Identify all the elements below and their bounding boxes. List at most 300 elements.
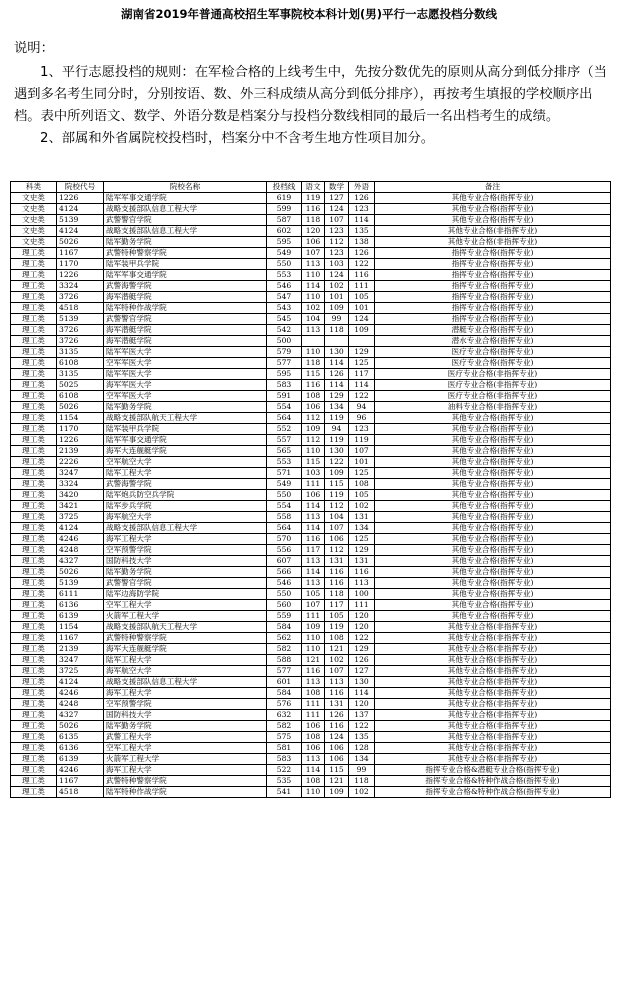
english-score-cell: 96 [349,413,375,424]
math-score-cell: 94 [325,424,349,435]
chinese-score-cell: 106 [302,743,325,754]
cutoff-score-cell: 558 [267,512,302,523]
chinese-score-cell: 108 [302,732,325,743]
table-row [11,721,611,732]
table-row [11,644,611,655]
table-row [11,732,611,743]
remarks-cell: 其他专业合格(指挥专业) [375,468,611,479]
remarks-cell: 其他专业合格(非指挥专业) [375,721,611,732]
remarks-cell: 其他专业合格(指挥专业) [375,435,611,446]
cutoff-score-cell: 581 [267,743,302,754]
school-code-cell: 6139 [57,611,104,622]
math-score-cell: 115 [325,479,349,490]
school-code-cell: 3247 [57,468,104,479]
english-score-cell: 102 [349,501,375,512]
table-row [11,589,611,600]
school-code-cell: 4246 [57,688,104,699]
remarks-cell: 其他专业合格(非指挥专业) [375,688,611,699]
school-code-cell: 2139 [57,446,104,457]
math-score-cell: 109 [325,787,349,798]
table-row [11,292,611,303]
school-name-cell: 空军军医大学 [104,391,267,402]
category-cell: 理工类 [11,666,57,677]
cutoff-score-cell: 549 [267,248,302,259]
math-score-cell: 126 [325,710,349,721]
school-code-cell: 3324 [57,281,104,292]
math-score-cell: 123 [325,226,349,237]
remarks-cell: 其他专业合格(指挥专业) [375,204,611,215]
english-score-cell: 129 [349,545,375,556]
math-score-cell: 124 [325,204,349,215]
table-header-row [11,182,611,193]
chinese-score-cell: 110 [302,446,325,457]
english-score-cell: 125 [349,534,375,545]
math-score-cell: 108 [325,633,349,644]
header-school-name: 院校名称 [104,182,267,193]
school-name-cell: 空军航空大学 [104,457,267,468]
table-row [11,754,611,765]
cutoff-score-cell: 546 [267,578,302,589]
remarks-cell: 指挥专业合格(指挥专业) [375,281,611,292]
table-row [11,765,611,776]
table-row [11,666,611,677]
category-cell: 理工类 [11,644,57,655]
chinese-score-cell: 106 [302,237,325,248]
remarks-cell: 其他专业合格(非指挥专业) [375,622,611,633]
remarks-cell: 其他专业合格(指挥专业) [375,512,611,523]
remarks-cell: 其他专业合格(非指挥专业) [375,226,611,237]
school-name-cell: 武警警官学院 [104,215,267,226]
english-score-cell: 122 [349,391,375,402]
math-score-cell: 117 [325,600,349,611]
chinese-score-cell: 118 [302,358,325,369]
school-name-cell: 陆军步兵学院 [104,501,267,512]
english-score-cell: 123 [349,424,375,435]
category-cell: 理工类 [11,303,57,314]
category-cell: 文史类 [11,226,57,237]
math-score-cell: 119 [325,413,349,424]
remarks-cell: 其他专业合格(指挥专业) [375,578,611,589]
cutoff-score-cell: 565 [267,446,302,457]
chinese-score-cell: 111 [302,479,325,490]
category-cell: 理工类 [11,611,57,622]
math-score-cell: 112 [325,237,349,248]
category-cell: 理工类 [11,545,57,556]
school-code-cell: 3726 [57,336,104,347]
category-cell: 理工类 [11,424,57,435]
category-cell: 理工类 [11,457,57,468]
english-score-cell: 120 [349,611,375,622]
english-score-cell: 131 [349,512,375,523]
table-row [11,600,611,611]
remarks-cell: 医疗专业合格(指挥专业) [375,347,611,358]
category-cell: 理工类 [11,787,57,798]
notes-section [14,38,610,150]
chinese-score-cell: 115 [302,369,325,380]
chinese-score-cell: 111 [302,699,325,710]
school-code-cell: 3135 [57,347,104,358]
cutoff-score-cell: 546 [267,281,302,292]
notes-heading: 说明： [14,41,54,56]
table-row [11,699,611,710]
cutoff-score-cell: 588 [267,655,302,666]
english-score-cell: 128 [349,743,375,754]
school-code-cell: 1154 [57,413,104,424]
table-row [11,545,611,556]
chinese-score-cell: 108 [302,776,325,787]
math-score-cell: 119 [325,435,349,446]
school-code-cell: 1167 [57,776,104,787]
cutoff-score-cell: 553 [267,270,302,281]
header-english: 外语 [349,182,375,193]
category-cell: 理工类 [11,336,57,347]
school-code-cell: 6139 [57,754,104,765]
chinese-score-cell: 105 [302,589,325,600]
english-score-cell: 117 [349,369,375,380]
cutoff-score-cell: 584 [267,688,302,699]
school-name-cell: 空军工程大学 [104,600,267,611]
school-name-cell: 空军预警学院 [104,699,267,710]
score-table [10,181,611,798]
category-cell: 理工类 [11,446,57,457]
chinese-score-cell: 114 [302,523,325,534]
table-row [11,633,611,644]
school-code-cell: 6108 [57,391,104,402]
english-score-cell: 122 [349,633,375,644]
category-cell: 理工类 [11,710,57,721]
school-name-cell: 战略支援部队信息工程大学 [104,677,267,688]
remarks-cell: 其他专业合格(指挥专业) [375,457,611,468]
cutoff-score-cell: 545 [267,314,302,325]
table-row [11,578,611,589]
remarks-cell: 其他专业合格(指挥专业) [375,556,611,567]
school-code-cell: 4124 [57,204,104,215]
remarks-cell: 其他专业合格(非指挥专业) [375,633,611,644]
school-name-cell: 陆军装甲兵学院 [104,424,267,435]
math-score-cell: 131 [325,556,349,567]
english-score-cell: 126 [349,193,375,204]
math-score-cell: 124 [325,732,349,743]
english-score-cell: 109 [349,325,375,336]
cutoff-score-cell: 632 [267,710,302,721]
school-name-cell: 海军潜艇学院 [104,292,267,303]
category-cell: 理工类 [11,655,57,666]
school-code-cell: 3420 [57,490,104,501]
school-name-cell: 陆军军医大学 [104,347,267,358]
category-cell: 理工类 [11,391,57,402]
cutoff-score-cell: 582 [267,644,302,655]
english-score-cell: 125 [349,358,375,369]
english-score-cell: 134 [349,754,375,765]
cutoff-score-cell: 562 [267,633,302,644]
remarks-cell: 其他专业合格(非指挥专业) [375,237,611,248]
category-cell: 理工类 [11,578,57,589]
cutoff-score-cell: 547 [267,292,302,303]
table-row [11,215,611,226]
school-code-cell: 1167 [57,633,104,644]
english-score-cell: 114 [349,380,375,391]
math-score-cell: 112 [325,545,349,556]
cutoff-score-cell: 500 [267,336,302,347]
school-name-cell: 陆军特种作战学院 [104,787,267,798]
remarks-cell: 指挥专业合格(指挥专业) [375,270,611,281]
cutoff-score-cell: 619 [267,193,302,204]
cutoff-score-cell: 577 [267,666,302,677]
school-name-cell: 海军潜艇学院 [104,336,267,347]
english-score-cell: 125 [349,468,375,479]
english-score-cell: 135 [349,732,375,743]
chinese-score-cell: 106 [302,490,325,501]
category-cell: 文史类 [11,215,57,226]
category-cell: 文史类 [11,204,57,215]
school-code-cell: 1226 [57,270,104,281]
table-row [11,248,611,259]
category-cell: 理工类 [11,314,57,325]
math-score-cell: 106 [325,743,349,754]
remarks-cell: 医疗专业合格(非指挥专业) [375,391,611,402]
math-score-cell: 107 [325,215,349,226]
math-score-cell: 102 [325,281,349,292]
school-code-cell: 6136 [57,600,104,611]
table-row [11,303,611,314]
chinese-score-cell: 113 [302,556,325,567]
school-code-cell: 5139 [57,314,104,325]
math-score-cell: 122 [325,457,349,468]
school-code-cell: 5139 [57,578,104,589]
english-score-cell: 129 [349,347,375,358]
school-name-cell: 空军预警学院 [104,545,267,556]
school-name-cell: 海军军医大学 [104,380,267,391]
remarks-cell: 其他专业合格(指挥专业) [375,534,611,545]
school-name-cell: 武警特种警察学院 [104,776,267,787]
math-score-cell: 119 [325,622,349,633]
school-name-cell: 国防科技大学 [104,556,267,567]
school-name-cell: 陆军军事交通学院 [104,270,267,281]
table-row [11,435,611,446]
cutoff-score-cell: 607 [267,556,302,567]
math-score-cell: 121 [325,644,349,655]
category-cell: 理工类 [11,732,57,743]
table-row [11,270,611,281]
school-code-cell: 1226 [57,193,104,204]
chinese-score-cell: 114 [302,567,325,578]
table-row [11,402,611,413]
category-cell: 理工类 [11,501,57,512]
table-row [11,534,611,545]
category-cell: 理工类 [11,776,57,787]
cutoff-score-cell: 599 [267,204,302,215]
school-name-cell: 陆军炮兵防空兵学院 [104,490,267,501]
cutoff-score-cell: 595 [267,369,302,380]
english-score-cell [349,336,375,347]
cutoff-score-cell: 570 [267,534,302,545]
school-name-cell: 陆军勤务学院 [104,402,267,413]
english-score-cell: 130 [349,677,375,688]
math-score-cell: 101 [325,292,349,303]
chinese-score-cell: 113 [302,325,325,336]
table-body [11,193,611,798]
school-code-cell: 4246 [57,765,104,776]
english-score-cell: 129 [349,644,375,655]
chinese-score-cell: 112 [302,435,325,446]
table-row [11,193,611,204]
chinese-score-cell [302,336,325,347]
category-cell: 理工类 [11,369,57,380]
table-row [11,413,611,424]
remarks-cell: 其他专业合格(非指挥专业) [375,699,611,710]
school-code-cell: 4248 [57,545,104,556]
school-code-cell: 4246 [57,534,104,545]
header-remarks: 备注 [375,182,611,193]
school-code-cell: 3324 [57,479,104,490]
chinese-score-cell: 110 [302,270,325,281]
table-row [11,237,611,248]
cutoff-score-cell: 543 [267,303,302,314]
category-cell: 理工类 [11,523,57,534]
table-row [11,655,611,666]
school-code-cell: 6111 [57,589,104,600]
table-row [11,567,611,578]
remarks-cell: 其他专业合格(指挥专业) [375,600,611,611]
category-cell: 理工类 [11,248,57,259]
school-name-cell: 空军军医大学 [104,358,267,369]
english-score-cell: 108 [349,479,375,490]
cutoff-score-cell: 584 [267,622,302,633]
remarks-cell: 其他专业合格(指挥专业) [375,501,611,512]
school-name-cell: 战略支援部队航天工程大学 [104,413,267,424]
header-category: 科类 [11,182,57,193]
school-name-cell: 武警海警学院 [104,281,267,292]
chinese-score-cell: 118 [302,215,325,226]
category-cell: 理工类 [11,600,57,611]
school-name-cell: 战略支援部队信息工程大学 [104,523,267,534]
cutoff-score-cell: 554 [267,501,302,512]
math-score-cell: 115 [325,765,349,776]
table-row [11,622,611,633]
chinese-score-cell: 106 [302,721,325,732]
remarks-cell: 医疗专业合格(指挥专业) [375,358,611,369]
english-score-cell: 137 [349,710,375,721]
math-score-cell: 107 [325,523,349,534]
school-name-cell: 海军大连舰艇学院 [104,644,267,655]
math-score-cell: 114 [325,380,349,391]
school-name-cell: 陆军勤务学院 [104,237,267,248]
chinese-score-cell: 110 [302,633,325,644]
table-row [11,380,611,391]
math-score-cell: 134 [325,402,349,413]
chinese-score-cell: 108 [302,688,325,699]
cutoff-score-cell: 550 [267,259,302,270]
school-code-cell: 5026 [57,402,104,413]
table-row [11,556,611,567]
math-score-cell: 118 [325,325,349,336]
notes-paragraph-1: 1、平行志愿投档的规则：在军检合格的上线考生中，先按分数优先的原则从高分到低分排序（当遇到多名考生同分时，分别按语、数、外三科成绩从高分到低分排序），再按考生填报的学校顺序出档。表中所列语文、数学、外语分数是档案分与投档分数线相同的最后一名出档考生的成绩。 [14,65,607,124]
chinese-score-cell: 119 [302,193,325,204]
cutoff-score-cell: 522 [267,765,302,776]
school-code-cell: 5025 [57,380,104,391]
chinese-score-cell: 116 [302,666,325,677]
cutoff-score-cell: 541 [267,787,302,798]
school-code-cell: 5026 [57,567,104,578]
school-code-cell: 4327 [57,710,104,721]
english-score-cell: 99 [349,765,375,776]
math-score-cell: 105 [325,611,349,622]
english-score-cell: 131 [349,556,375,567]
school-code-cell: 3135 [57,369,104,380]
school-code-cell: 2139 [57,644,104,655]
table-row [11,468,611,479]
cutoff-score-cell: 554 [267,402,302,413]
table-row [11,369,611,380]
math-score-cell: 116 [325,688,349,699]
cutoff-score-cell: 549 [267,479,302,490]
english-score-cell: 111 [349,281,375,292]
chinese-score-cell: 116 [302,204,325,215]
school-name-cell: 战略支援部队信息工程大学 [104,226,267,237]
cutoff-score-cell: 579 [267,347,302,358]
table-row [11,787,611,798]
chinese-score-cell: 116 [302,534,325,545]
category-cell: 理工类 [11,402,57,413]
math-score-cell [325,336,349,347]
table-row [11,776,611,787]
category-cell: 理工类 [11,556,57,567]
school-code-cell: 4518 [57,303,104,314]
math-score-cell: 118 [325,589,349,600]
school-code-cell: 2226 [57,457,104,468]
school-name-cell: 武警警官学院 [104,314,267,325]
category-cell: 理工类 [11,479,57,490]
math-score-cell: 127 [325,193,349,204]
math-score-cell: 114 [325,358,349,369]
remarks-cell: 指挥专业合格(指挥专业) [375,314,611,325]
category-cell: 理工类 [11,567,57,578]
chinese-score-cell: 113 [302,754,325,765]
category-cell: 理工类 [11,633,57,644]
remarks-cell: 指挥专业合格&潜艇专业合格(指挥专业) [375,765,611,776]
category-cell: 理工类 [11,468,57,479]
school-name-cell: 海军大连舰艇学院 [104,446,267,457]
table-row [11,501,611,512]
english-score-cell: 107 [349,446,375,457]
cutoff-score-cell: 582 [267,721,302,732]
school-code-cell: 3726 [57,292,104,303]
school-name-cell: 陆军装甲兵学院 [104,259,267,270]
math-score-cell: 126 [325,369,349,380]
school-name-cell: 陆军军医大学 [104,369,267,380]
cutoff-score-cell: 535 [267,776,302,787]
school-code-cell: 3725 [57,666,104,677]
english-score-cell: 124 [349,314,375,325]
category-cell: 理工类 [11,622,57,633]
english-score-cell: 116 [349,567,375,578]
school-name-cell: 武警工程大学 [104,732,267,743]
table-row [11,743,611,754]
english-score-cell: 122 [349,721,375,732]
remarks-cell: 其他专业合格(指挥专业) [375,611,611,622]
math-score-cell: 116 [325,567,349,578]
english-score-cell: 120 [349,622,375,633]
notes-paragraph-2: 2、部属和外省属院校投档时，档案分中不含考生地方性项目加分。 [40,131,435,146]
english-score-cell: 101 [349,457,375,468]
english-score-cell: 127 [349,666,375,677]
cutoff-score-cell: 552 [267,424,302,435]
english-score-cell: 116 [349,270,375,281]
english-score-cell: 120 [349,699,375,710]
school-name-cell: 陆军特种作战学院 [104,303,267,314]
chinese-score-cell: 110 [302,787,325,798]
category-cell: 理工类 [11,765,57,776]
